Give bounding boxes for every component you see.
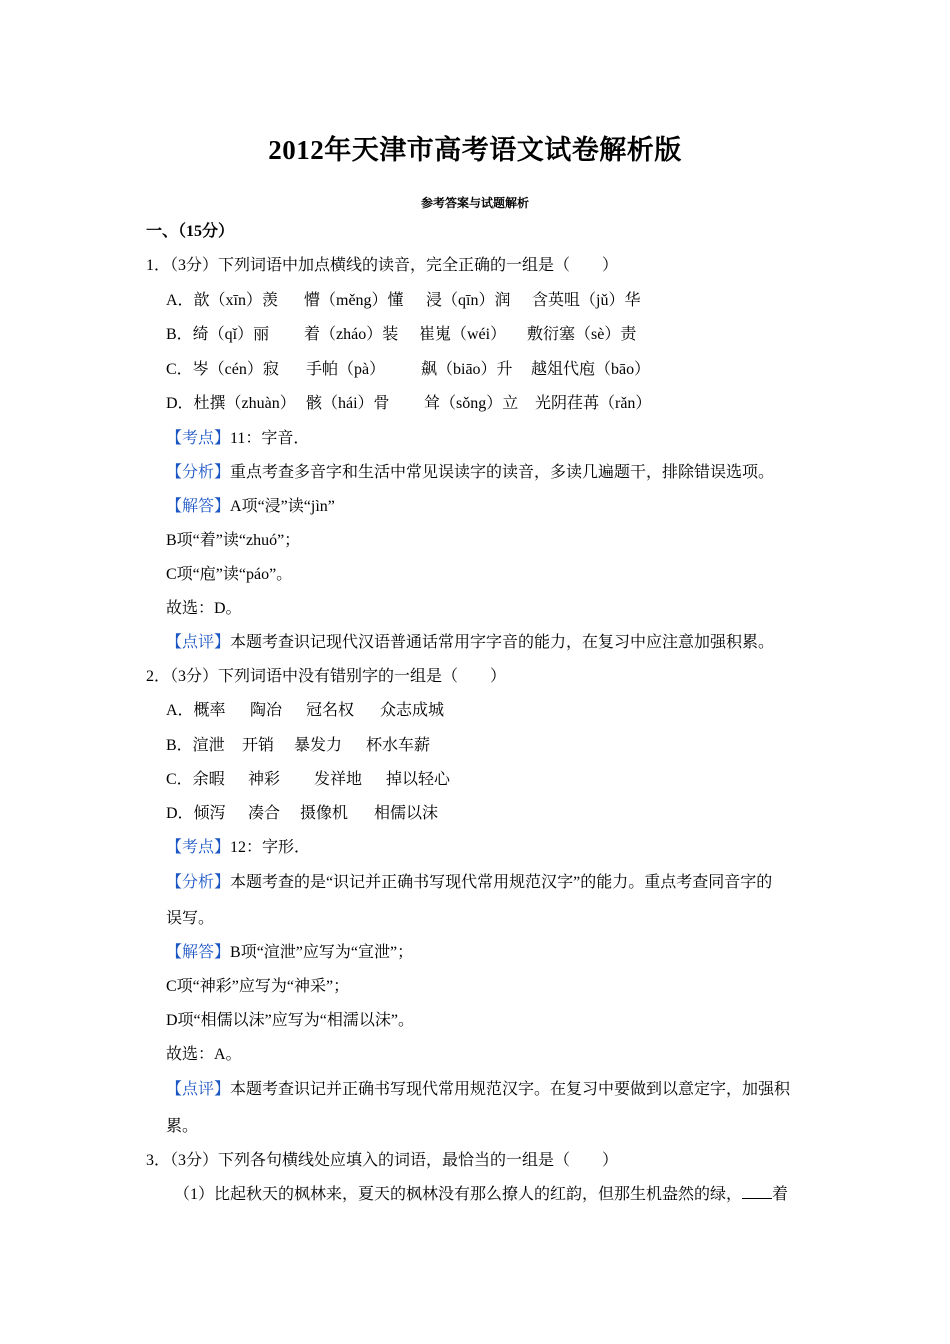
answer-choice: 故选：D。 (166, 600, 242, 617)
option-word: 敷衍塞（sè）责 (527, 326, 637, 343)
option-word: 陶冶 (250, 702, 283, 719)
question-3-sentence-1 (174, 1184, 788, 1206)
option-word: 骸（hái）骨 (306, 395, 390, 412)
option-word: 光阴荏苒（rǎn） (535, 395, 652, 412)
question-2-kaodian (166, 837, 310, 859)
answer-line: B项“着”读“zhuó”； (166, 532, 301, 549)
option-word: 发祥地 (314, 771, 363, 788)
question-1-jieda (166, 496, 335, 518)
question-1-option-b (166, 324, 636, 346)
question-1-option-d (166, 393, 651, 415)
option-word: 凑合 (248, 805, 281, 822)
question-1-option-a (166, 290, 640, 312)
kaodian-tag: 【考点】 (166, 430, 231, 447)
option-word: A．歆（xīn）羡 (166, 292, 279, 309)
sentence-text: 着 (772, 1186, 789, 1203)
question-2-option-d (166, 803, 438, 825)
dianping-tag: 【点评】 (166, 1081, 231, 1098)
option-word: D．杜撰（zhuàn） (166, 395, 296, 412)
answer-choice: 故选：A。 (166, 1046, 242, 1063)
option-word: C．余暇 (166, 771, 225, 788)
option-word: 神彩 (248, 771, 281, 788)
question-1-dianping (166, 632, 774, 654)
kaodian-tag: 【考点】 (166, 839, 231, 856)
option-word: 浸（qīn）润 (426, 292, 511, 309)
option-word: 冠名权 (306, 702, 355, 719)
page-subtitle: 参考答案与试题解析 (420, 196, 529, 210)
answer-line: C项“神彩”应写为“神采”； (166, 978, 350, 995)
sentence-text: （1）比起秋天的枫林来，夏天的枫林没有那么撩人的红韵，但那生机盎然的绿， (174, 1186, 743, 1203)
question-2-stem: 2．（3分）下列词语中没有错别字的一组是（ ） (146, 668, 507, 685)
jieda-text: B项“渲泄”应写为“宣泄”； (230, 944, 414, 961)
kaodian-text: 11：字音． (230, 430, 310, 447)
question-2-dianping-cont: 累。 (166, 1118, 199, 1135)
question-1-option-c (166, 359, 650, 381)
option-word: B．渲泄 (166, 737, 225, 754)
question-2-fenxi (166, 872, 772, 894)
option-word: 崔嵬（wéi） (419, 326, 507, 343)
question-2-fenxi-cont: 误写。 (166, 910, 215, 927)
option-word: 杯水车薪 (366, 737, 431, 754)
option-word: 越俎代庖（bāo） (531, 361, 651, 378)
jieda-tag: 【解答】 (166, 498, 231, 515)
question-2-jieda (166, 942, 413, 964)
option-word: 众志成城 (380, 702, 445, 719)
question-1-stem: 1．（3分）下列词语中加点横线的读音，完全正确的一组是（ ） (146, 257, 619, 274)
fenxi-tag: 【分析】 (166, 874, 231, 891)
question-2-option-c (166, 769, 450, 791)
page-title: 2012年天津市高考语文试卷解析版 (268, 135, 682, 165)
option-word: D．倾泻 (166, 805, 226, 822)
fill-blank (742, 1184, 772, 1199)
option-word: 暴发力 (294, 737, 343, 754)
option-word: 含英咀（jǔ）华 (532, 292, 641, 309)
dianping-text: 本题考查识记并正确书写现代常用规范汉字。在复习中要做到以意定字，加强积 (230, 1081, 791, 1098)
option-word: 耸（sǒng）立 (424, 395, 519, 412)
question-3-stem: 3．（3分）下列各句横线处应填入的词语，最恰当的一组是（ ） (146, 1152, 619, 1169)
question-2-option-b (166, 735, 430, 757)
dianping-text: 本题考查识记现代汉语普通话常用字字音的能力，在复习中应注意加强积累。 (230, 634, 775, 651)
jieda-tag: 【解答】 (166, 944, 231, 961)
option-word: 开销 (242, 737, 275, 754)
fenxi-text: 重点考查多音字和生活中常见误读字的读音，多读几遍题干，排除错误选项。 (230, 464, 775, 481)
answer-line: C项“庖”读“páo”。 (166, 566, 293, 583)
section-heading: 一、（15分） (146, 223, 235, 240)
question-2-dianping (166, 1079, 790, 1101)
question-2-option-a (166, 700, 444, 722)
kaodian-text: 12：字形． (230, 839, 311, 856)
dianping-tag: 【点评】 (166, 634, 231, 651)
option-word: 手帕（pà） (306, 361, 386, 378)
answer-line: D项“相儒以沫”应写为“相濡以沫”。 (166, 1012, 414, 1029)
option-word: 摄像机 (300, 805, 349, 822)
option-word: C．岑（cén）寂 (166, 361, 279, 378)
question-1-fenxi (166, 462, 774, 484)
jieda-text: A项“浸”读“jìn” (230, 498, 335, 515)
option-word: 懵（měng）懂 (304, 292, 404, 309)
option-word: A．概率 (166, 702, 226, 719)
option-word: 掉以轻心 (386, 771, 451, 788)
fenxi-tag: 【分析】 (166, 464, 231, 481)
fenxi-text: 本题考查的是“识记并正确书写现代常用规范汉字”的能力。重点考查同音字的 (230, 874, 773, 891)
question-1-kaodian (166, 428, 309, 450)
option-word: 着（zháo）装 (304, 326, 399, 343)
option-word: B．绮（qǐ）丽 (166, 326, 270, 343)
option-word: 飙（biāo）升 (421, 361, 513, 378)
option-word: 相儒以沫 (374, 805, 439, 822)
